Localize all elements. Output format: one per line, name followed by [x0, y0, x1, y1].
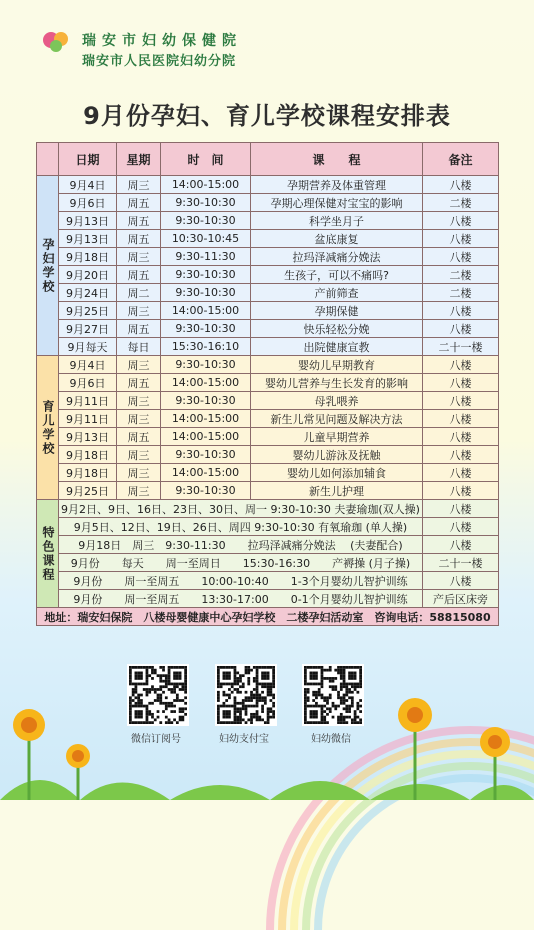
hospital-branch-name: 瑞安市人民医院妇幼分院 [82, 54, 237, 69]
cell-note: 产后区床旁 [423, 590, 499, 608]
cell-course-detail: 9月5日、12日、19日、26日、周四 9:30-10:30 有氧瑜珈 (单人操) [59, 518, 423, 536]
cell-course: 孕期心理保健对宝宝的影响 [251, 194, 423, 212]
cell-course: 婴幼儿如何添加辅食 [251, 464, 423, 482]
cell-weekday: 周三 [117, 302, 161, 320]
table-row [37, 428, 499, 446]
hospital-logo-icon [40, 30, 74, 54]
cell-course: 拉玛泽减痛分娩法 [251, 248, 423, 266]
cell-course: 婴幼儿营养与生长发育的影响 [251, 374, 423, 392]
cell-note: 八楼 [423, 176, 499, 194]
cell-weekday: 周五 [117, 230, 161, 248]
cell-date: 9月11日 [59, 392, 117, 410]
cell-time: 9:30-11:30 [161, 248, 251, 266]
cell-course: 快乐轻松分娩 [251, 320, 423, 338]
table-row [37, 248, 499, 266]
sunflower-icon [4, 700, 54, 800]
cell-note: 八楼 [423, 374, 499, 392]
cell-date: 9月4日 [59, 176, 117, 194]
cell-note: 二楼 [423, 284, 499, 302]
header-time: 时 间 [161, 143, 251, 176]
section-label: 育儿学校 [37, 356, 59, 500]
cell-course: 母乳喂养 [251, 392, 423, 410]
cell-time: 14:00-15:00 [161, 302, 251, 320]
table-row [37, 176, 499, 194]
cell-note: 八楼 [423, 518, 499, 536]
cell-course-detail: 9月份 每天 周一至周日 15:30-16:30 产褥操 (月子操) [59, 554, 423, 572]
table-row [37, 536, 499, 554]
cell-weekday: 周三 [117, 464, 161, 482]
cell-note: 八楼 [423, 500, 499, 518]
cell-course-detail: 9月18日 周三 9:30-11:30 拉玛泽减痛分娩法 (夫妻配合) [59, 536, 423, 554]
cell-course: 出院健康宣教 [251, 338, 423, 356]
cell-note: 八楼 [423, 248, 499, 266]
sunflower-icon [60, 740, 96, 800]
table-row [37, 518, 499, 536]
cell-course: 产前筛查 [251, 284, 423, 302]
cell-course: 婴幼儿早期教育 [251, 356, 423, 374]
cell-weekday: 周三 [117, 248, 161, 266]
cell-time: 9:30-10:30 [161, 266, 251, 284]
cell-date: 9月13日 [59, 212, 117, 230]
table-row [37, 302, 499, 320]
table-row [37, 212, 499, 230]
cell-time: 9:30-10:30 [161, 320, 251, 338]
table-row [37, 230, 499, 248]
table-header-row [37, 143, 499, 176]
hospital-name: 瑞安市妇幼保健院 [82, 33, 242, 49]
cell-weekday: 周五 [117, 194, 161, 212]
cell-weekday: 周三 [117, 446, 161, 464]
cell-note: 八楼 [423, 428, 499, 446]
cell-date: 9月每天 [59, 338, 117, 356]
cell-date: 9月6日 [59, 374, 117, 392]
cell-note: 八楼 [423, 230, 499, 248]
cell-course: 新生儿常见问题及解决方法 [251, 410, 423, 428]
cell-weekday: 周三 [117, 482, 161, 500]
cell-note: 二十一楼 [423, 554, 499, 572]
section-label: 孕妇学校 [37, 176, 59, 356]
table-row [37, 338, 499, 356]
cell-date: 9月24日 [59, 284, 117, 302]
cell-course: 儿童早期营养 [251, 428, 423, 446]
table-row [37, 590, 499, 608]
cell-weekday: 周五 [117, 212, 161, 230]
cell-note: 八楼 [423, 212, 499, 230]
cell-time: 14:00-15:00 [161, 464, 251, 482]
cell-date: 9月13日 [59, 428, 117, 446]
cell-weekday: 周五 [117, 320, 161, 338]
cell-note: 八楼 [423, 572, 499, 590]
table-row [37, 446, 499, 464]
cell-date: 9月18日 [59, 464, 117, 482]
cell-weekday: 周三 [117, 392, 161, 410]
address-text: 地址：瑞安妇保院 八楼母婴健康中心孕妇学校 二楼孕妇活动室 咨询电话：58815080 [37, 608, 499, 626]
cell-weekday: 周三 [117, 356, 161, 374]
cell-note: 八楼 [423, 392, 499, 410]
section-label: 特色课程 [37, 500, 59, 608]
cell-time: 14:00-15:00 [161, 374, 251, 392]
cell-course-detail: 9月份 周一至周五 10:00-10:40 1-3个月婴幼儿智护训练 [59, 572, 423, 590]
cell-course: 生孩子，可以不痛吗? [251, 266, 423, 284]
cell-course: 婴幼儿游泳及抚触 [251, 446, 423, 464]
table-row [37, 572, 499, 590]
cell-weekday: 每日 [117, 338, 161, 356]
cell-weekday: 周三 [117, 410, 161, 428]
table-row [37, 320, 499, 338]
cell-weekday: 周三 [117, 176, 161, 194]
header-note: 备注 [423, 143, 499, 176]
cell-date: 9月25日 [59, 302, 117, 320]
cell-time: 9:30-10:30 [161, 356, 251, 374]
cell-note: 八楼 [423, 320, 499, 338]
cell-date: 9月13日 [59, 230, 117, 248]
cell-time: 9:30-10:30 [161, 482, 251, 500]
cell-time: 14:00-15:00 [161, 410, 251, 428]
wechat-subscription-qr-code [127, 664, 189, 726]
address-row [37, 608, 499, 626]
cell-time: 15:30-16:10 [161, 338, 251, 356]
cell-course-detail: 9月2日、9日、16日、23日、30日、周一 9:30-10:30 夫妻瑜珈(双人操) [59, 500, 423, 518]
qr-label: 妇幼微信 [311, 734, 351, 745]
cell-date: 9月18日 [59, 248, 117, 266]
qr-label: 妇幼支付宝 [219, 734, 269, 745]
table-row [37, 266, 499, 284]
cell-note: 二楼 [423, 266, 499, 284]
cell-date: 9月11日 [59, 410, 117, 428]
cell-date: 9月27日 [59, 320, 117, 338]
header-section [37, 143, 59, 176]
cell-weekday: 周五 [117, 428, 161, 446]
table-row [37, 194, 499, 212]
table-row [37, 356, 499, 374]
qr-label: 微信订阅号 [131, 734, 181, 745]
cell-course-detail: 9月份 周一至周五 13:30-17:00 0-1个月婴幼儿智护训练 [59, 590, 423, 608]
alipay-qr-code [215, 664, 277, 726]
schedule-table [36, 142, 499, 626]
cell-weekday: 周五 [117, 374, 161, 392]
cell-weekday: 周五 [117, 266, 161, 284]
cell-note: 八楼 [423, 446, 499, 464]
cell-course: 盆底康复 [251, 230, 423, 248]
cell-time: 9:30-10:30 [161, 212, 251, 230]
table-row [37, 464, 499, 482]
cell-course: 孕期营养及体重管理 [251, 176, 423, 194]
cell-date: 9月20日 [59, 266, 117, 284]
table-row [37, 410, 499, 428]
cell-note: 八楼 [423, 482, 499, 500]
header-weekday: 星期 [117, 143, 161, 176]
table-row [37, 284, 499, 302]
header-date: 日期 [59, 143, 117, 176]
cell-course: 科学坐月子 [251, 212, 423, 230]
cell-course: 新生儿护理 [251, 482, 423, 500]
cell-note: 八楼 [423, 302, 499, 320]
cell-time: 9:30-10:30 [161, 446, 251, 464]
cell-date: 9月4日 [59, 356, 117, 374]
page-title: 9月份孕妇、育儿学校课程安排表 [83, 102, 451, 130]
cell-time: 14:00-15:00 [161, 176, 251, 194]
cell-note: 二楼 [423, 194, 499, 212]
cell-time: 9:30-10:30 [161, 284, 251, 302]
table-row [37, 392, 499, 410]
table-row [37, 500, 499, 518]
cell-date: 9月18日 [59, 446, 117, 464]
cell-date: 9月6日 [59, 194, 117, 212]
cell-note: 八楼 [423, 410, 499, 428]
table-row [37, 374, 499, 392]
cell-time: 10:30-10:45 [161, 230, 251, 248]
sunflower-icon [390, 690, 440, 800]
cell-course: 孕期保健 [251, 302, 423, 320]
cell-time: 9:30-10:30 [161, 194, 251, 212]
cell-weekday: 周二 [117, 284, 161, 302]
table-row [37, 482, 499, 500]
cell-note: 二十一楼 [423, 338, 499, 356]
cell-note: 八楼 [423, 464, 499, 482]
wechat-qr-code [302, 664, 364, 726]
sunflower-icon [470, 720, 520, 800]
cell-note: 八楼 [423, 536, 499, 554]
table-row [37, 554, 499, 572]
cell-date: 9月25日 [59, 482, 117, 500]
cell-note: 八楼 [423, 356, 499, 374]
header-course: 课 程 [251, 143, 423, 176]
cell-time: 14:00-15:00 [161, 428, 251, 446]
cell-time: 9:30-10:30 [161, 392, 251, 410]
